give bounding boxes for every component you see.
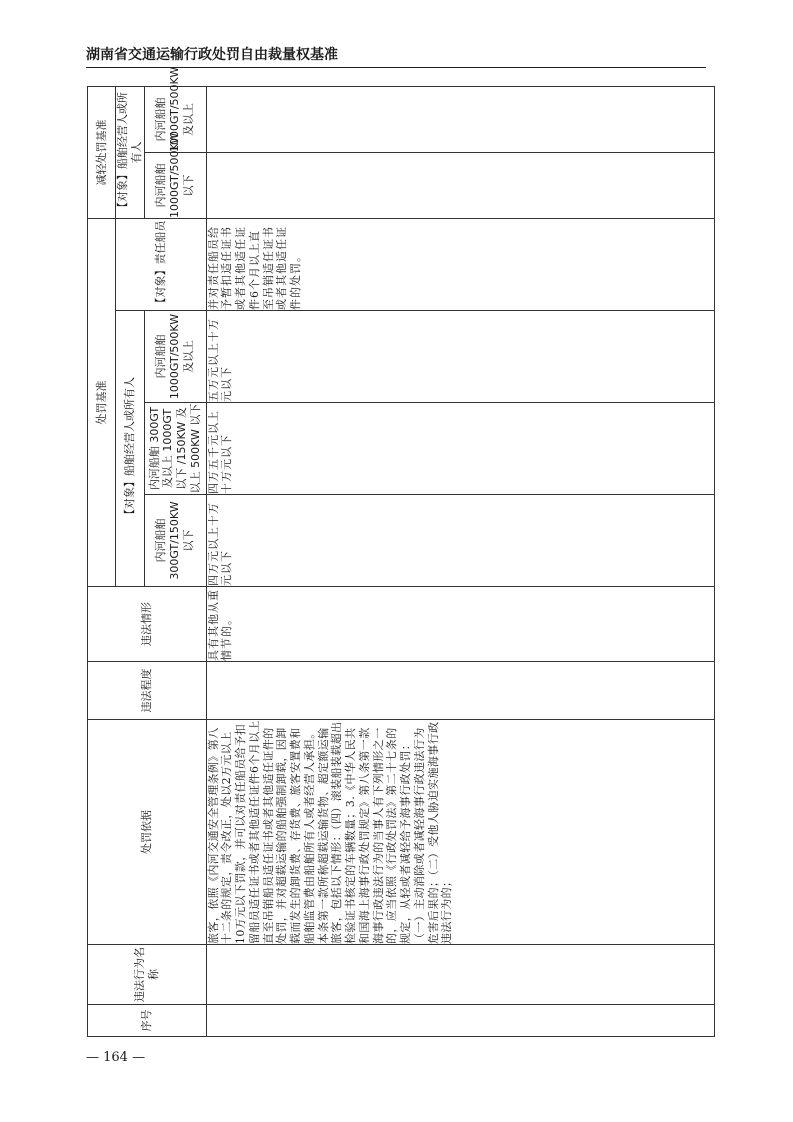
- rotated-table-container: [87, 66, 707, 1037]
- reduced-tier2-cell: [206, 87, 714, 153]
- header-title: 湖南省交通运输行政处罚自由裁量权基准: [86, 47, 338, 63]
- tier-header-300-to-1000gt: 内河船舶 300GT 及以上 1000GT 以下 /150KW 及以上 500KW 以下: [144, 403, 206, 495]
- basis-cell: 旅客，依照《内河交通安全管理条例》第八十二条的规定，责令改正，处以2万元以上10万元以下罚款，并可以对责任船员给予扣留船员适任证书或者其他适任证件6个月以上直至吊销船员适任证书或者其他适任证件的处罚，并对超载运输的船舶强制卸载，因卸载而发生的卸货费、存货费、旅客安置费和船舶监管费由船舶所有人或者经营人承担。本条第一款所称超载运输货物、超定额运输旅客，包括以下情形：（四）滚装船装载超出检验证书核定的车辆数量；3.《中华人民共和国海上海事行政处罚规定》第八条第一款 海事行政违法行为的当事人有下列情形之一的，应当依照《行政处罚法》第二十七条的规定，从轻或者减轻给予海事行政处罚：（一）主动消除或者减轻海事行政违法行为危害后果的；（二）受他人胁迫实施海事行政违法行为的；: [206, 720, 714, 945]
- seq-cell: [206, 1005, 714, 1037]
- col-header-violation-name: 违法行为名称: [88, 945, 207, 1005]
- target-reduced-header: 【对象】船舶经营人或所有人: [116, 87, 145, 219]
- tier-header-under-300gt: 内河船舶 300GT/150KW 以下: [144, 495, 206, 587]
- target-operator-header: 【对象】船舶经营人或所有人: [116, 311, 145, 587]
- col-header-circumstance: 违法情形: [88, 587, 207, 662]
- tier-header-over-1000gt: 内河船舶 1000GT/500KW 及以上: [144, 311, 206, 403]
- col-header-penalty-standard: 处罚基准: [88, 219, 116, 587]
- degree-cell: [206, 662, 714, 720]
- crew-penalty-cell: 并对责任船员给予暂扣适任证书或者其他适任证件6个月以上直至吊销适任证书或者其他适任证件的处罚。: [206, 219, 714, 311]
- amount-tier1-cell: 四万元以上十万元以下: [206, 495, 714, 587]
- amount-tier2-cell: 四万五千元以上十万元以下: [206, 403, 714, 495]
- amount-tier3-cell: 五万元以上十万元以下: [206, 311, 714, 403]
- circumstance-cell: 具有其他从重情节的。: [206, 587, 714, 662]
- violation-name-cell: [206, 945, 714, 1005]
- col-header-degree: 违法程度: [88, 662, 207, 720]
- table-row: [206, 87, 714, 1037]
- col-header-seq: 序号: [88, 1005, 207, 1037]
- reduced-tier-header-under-1000gt: 内河船舶 1000GT/500KW 以下: [144, 153, 206, 219]
- target-crew-header: 【对象】责任船员: [116, 219, 207, 311]
- penalty-standard-table: [87, 66, 715, 1037]
- header-row-1: [88, 87, 116, 1037]
- reduced-tier1-cell: [206, 153, 714, 219]
- reduced-tier-header-over-1000gt: 内河船舶 1000GT/500KW 及以上: [144, 87, 206, 153]
- col-header-reduced-standard: 减轻处罚基准: [88, 87, 116, 219]
- col-header-basis: 处罚依据: [88, 720, 207, 945]
- page-number: — 164 —: [86, 1050, 146, 1065]
